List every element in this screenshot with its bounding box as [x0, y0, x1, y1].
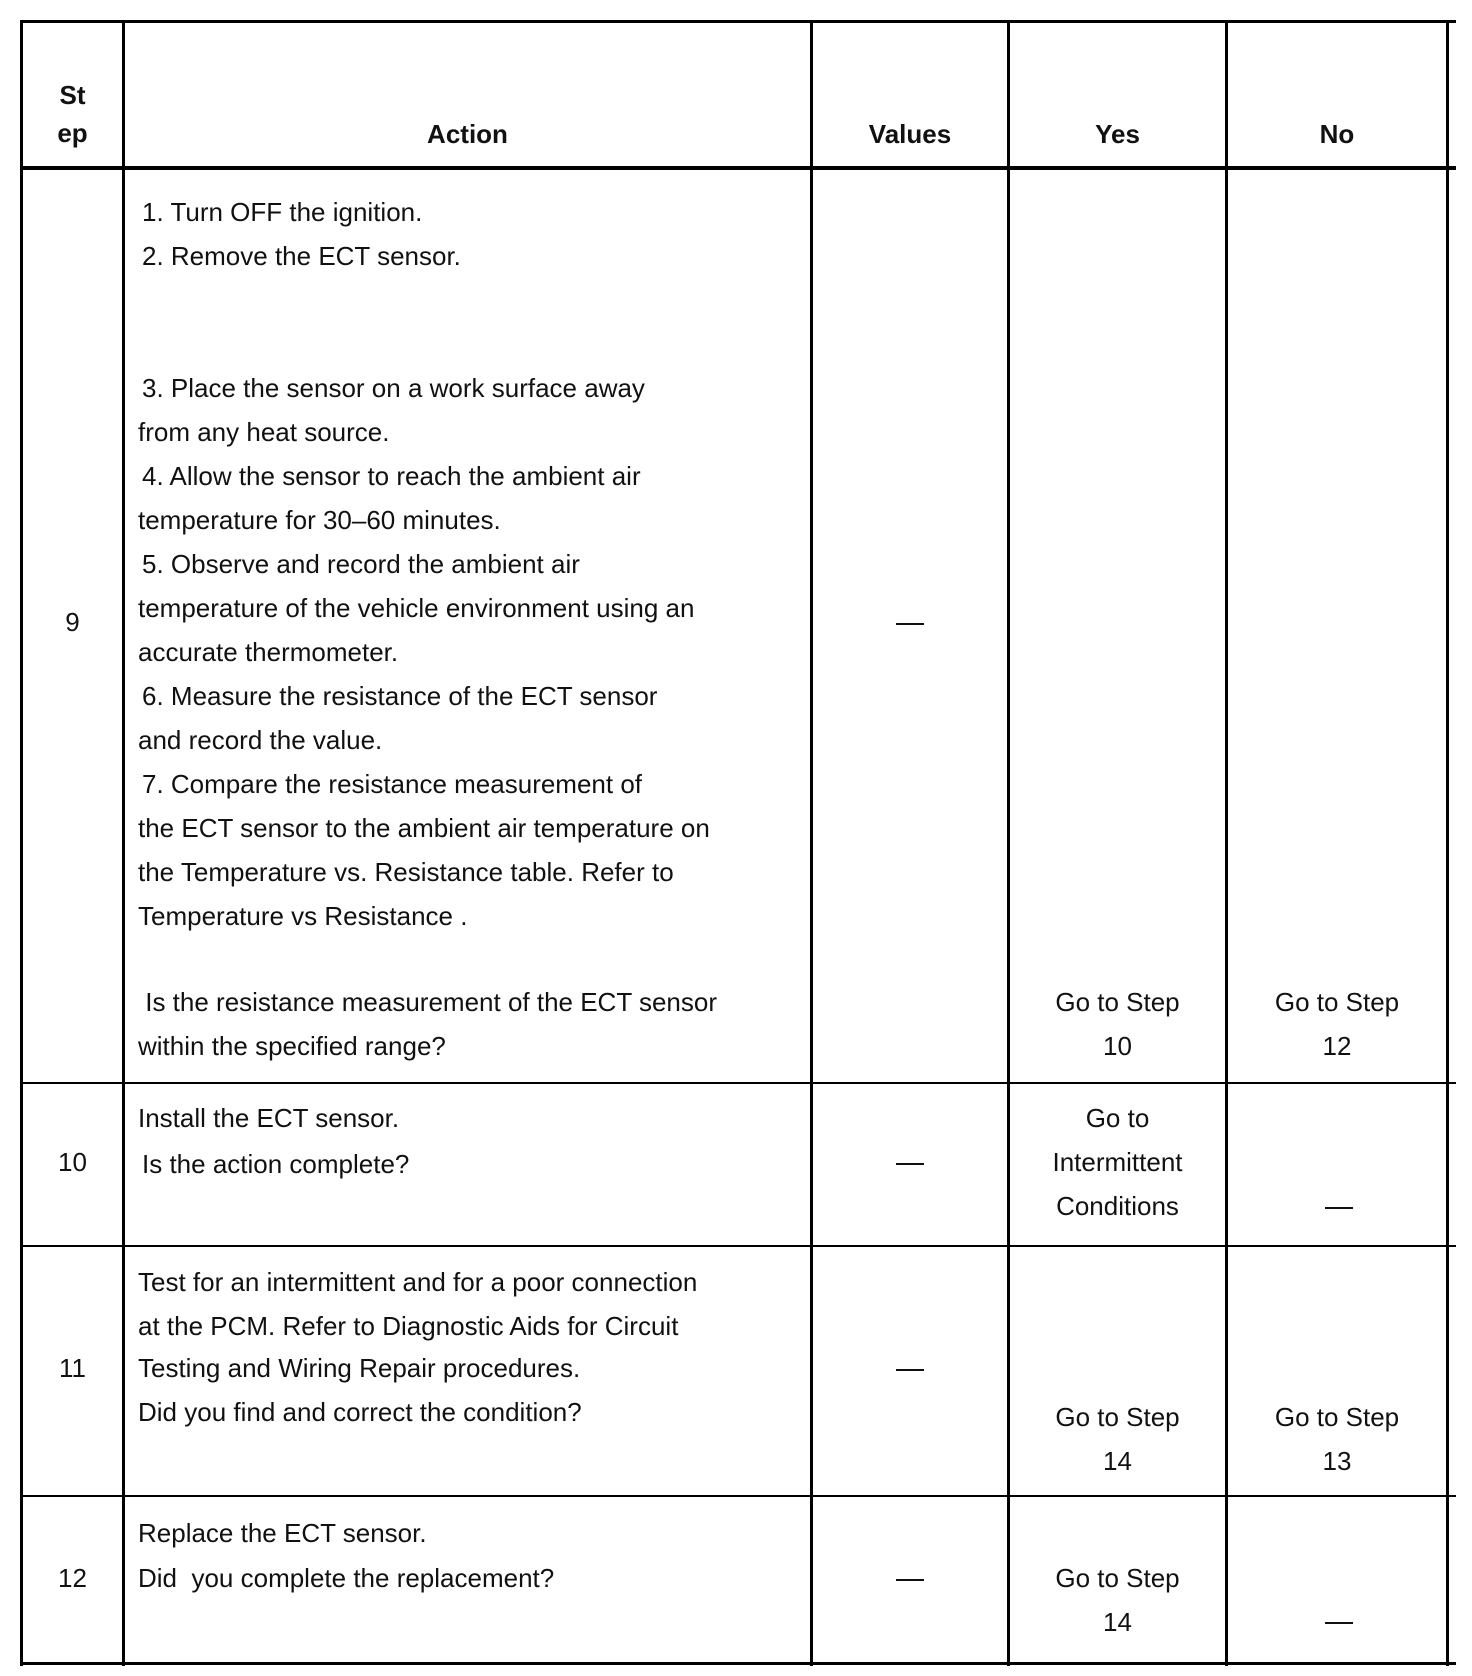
values-dash	[896, 1163, 924, 1165]
action-question: within the specified range?	[138, 1031, 446, 1061]
action-line: Test for an intermittent and for a poor connection	[138, 1267, 698, 1297]
action-line: 6. Measure the resistance of the ECT sensor	[142, 681, 658, 711]
action-line: 2. Remove the ECT sensor.	[142, 241, 461, 271]
yes-text: Go to	[1085, 1103, 1150, 1133]
action-question: Did you complete the replacement?	[138, 1563, 555, 1593]
action-line: Testing and Wiring Repair procedures.	[138, 1353, 581, 1383]
values-dash	[896, 1579, 924, 1581]
header-yes: Yes	[1095, 119, 1140, 149]
step-number: 10	[58, 1147, 87, 1177]
column-divider	[122, 20, 125, 1666]
action-line: temperature of the vehicle environment using an	[138, 593, 695, 623]
action-line: 7. Compare the resistance measurement of	[142, 769, 643, 799]
action-line: the ECT sensor to the ambient air temperature on	[138, 813, 710, 843]
no-text: 13	[1322, 1446, 1352, 1476]
action-line: 5. Observe and record the ambient air	[142, 549, 580, 579]
no-dash	[1325, 1207, 1353, 1209]
action-line: the Temperature vs. Resistance table. Refer to	[138, 857, 674, 887]
step-number: 9	[65, 607, 80, 637]
step-number: 11	[59, 1353, 86, 1383]
table-left-border	[20, 20, 23, 1666]
row-divider	[20, 1082, 1456, 1084]
action-question: Is the action complete?	[142, 1149, 410, 1179]
action-line: at the PCM. Refer to Diagnostic Aids for Circuit	[138, 1311, 679, 1341]
yes-text: 10	[1103, 1031, 1132, 1061]
header-step	[23, 76, 122, 152]
header-step-line: St	[59, 80, 86, 110]
table-top-border	[20, 20, 1456, 23]
yes-text: Go to Step	[1055, 1402, 1180, 1432]
action-line: 1. Turn OFF the ignition.	[142, 197, 423, 227]
action-line: Replace the ECT sensor.	[138, 1518, 427, 1548]
no-dash	[1325, 1622, 1353, 1624]
yes-text: Go to Step	[1055, 987, 1180, 1017]
header-step-line: ep	[57, 118, 88, 148]
row-divider	[20, 1495, 1456, 1497]
column-divider	[810, 20, 813, 1666]
row-divider	[20, 1245, 1456, 1247]
step-number: 12	[58, 1563, 87, 1593]
header-action: Action	[427, 119, 508, 149]
action-line: from any heat source.	[138, 417, 390, 447]
diagnostic-table	[20, 20, 1456, 1666]
yes-text: Conditions	[1056, 1191, 1179, 1221]
action-question: Did you find and correct the condition?	[138, 1397, 582, 1427]
no-text: Go to Step	[1274, 1402, 1400, 1432]
action-question: Is the resistance measurement of the ECT sensor	[138, 987, 718, 1017]
action-line: 4. Allow the sensor to reach the ambient air	[142, 461, 641, 491]
action-line: 3. Place the sensor on a work surface away	[142, 373, 645, 403]
no-text: Go to Step	[1274, 987, 1400, 1017]
values-dash	[896, 1369, 924, 1371]
header-bottom-border	[20, 166, 1456, 170]
action-line: temperature for 30–60 minutes.	[138, 505, 501, 535]
yes-text: 14	[1103, 1607, 1132, 1637]
yes-text: Go to Step	[1055, 1563, 1180, 1593]
header-no: No	[1319, 119, 1355, 149]
table-right-border	[1446, 20, 1449, 1666]
yes-text: Intermittent	[1052, 1147, 1183, 1177]
action-line: and record the value.	[138, 725, 383, 755]
yes-text: 14	[1103, 1446, 1132, 1476]
action-line: Install the ECT sensor.	[138, 1103, 400, 1133]
values-dash	[896, 623, 924, 625]
header-values: Values	[868, 119, 952, 149]
action-line: Temperature vs Resistance .	[138, 901, 468, 931]
table-bottom-border	[20, 1662, 1456, 1665]
no-text: 12	[1322, 1031, 1352, 1061]
action-line: accurate thermometer.	[138, 637, 399, 667]
